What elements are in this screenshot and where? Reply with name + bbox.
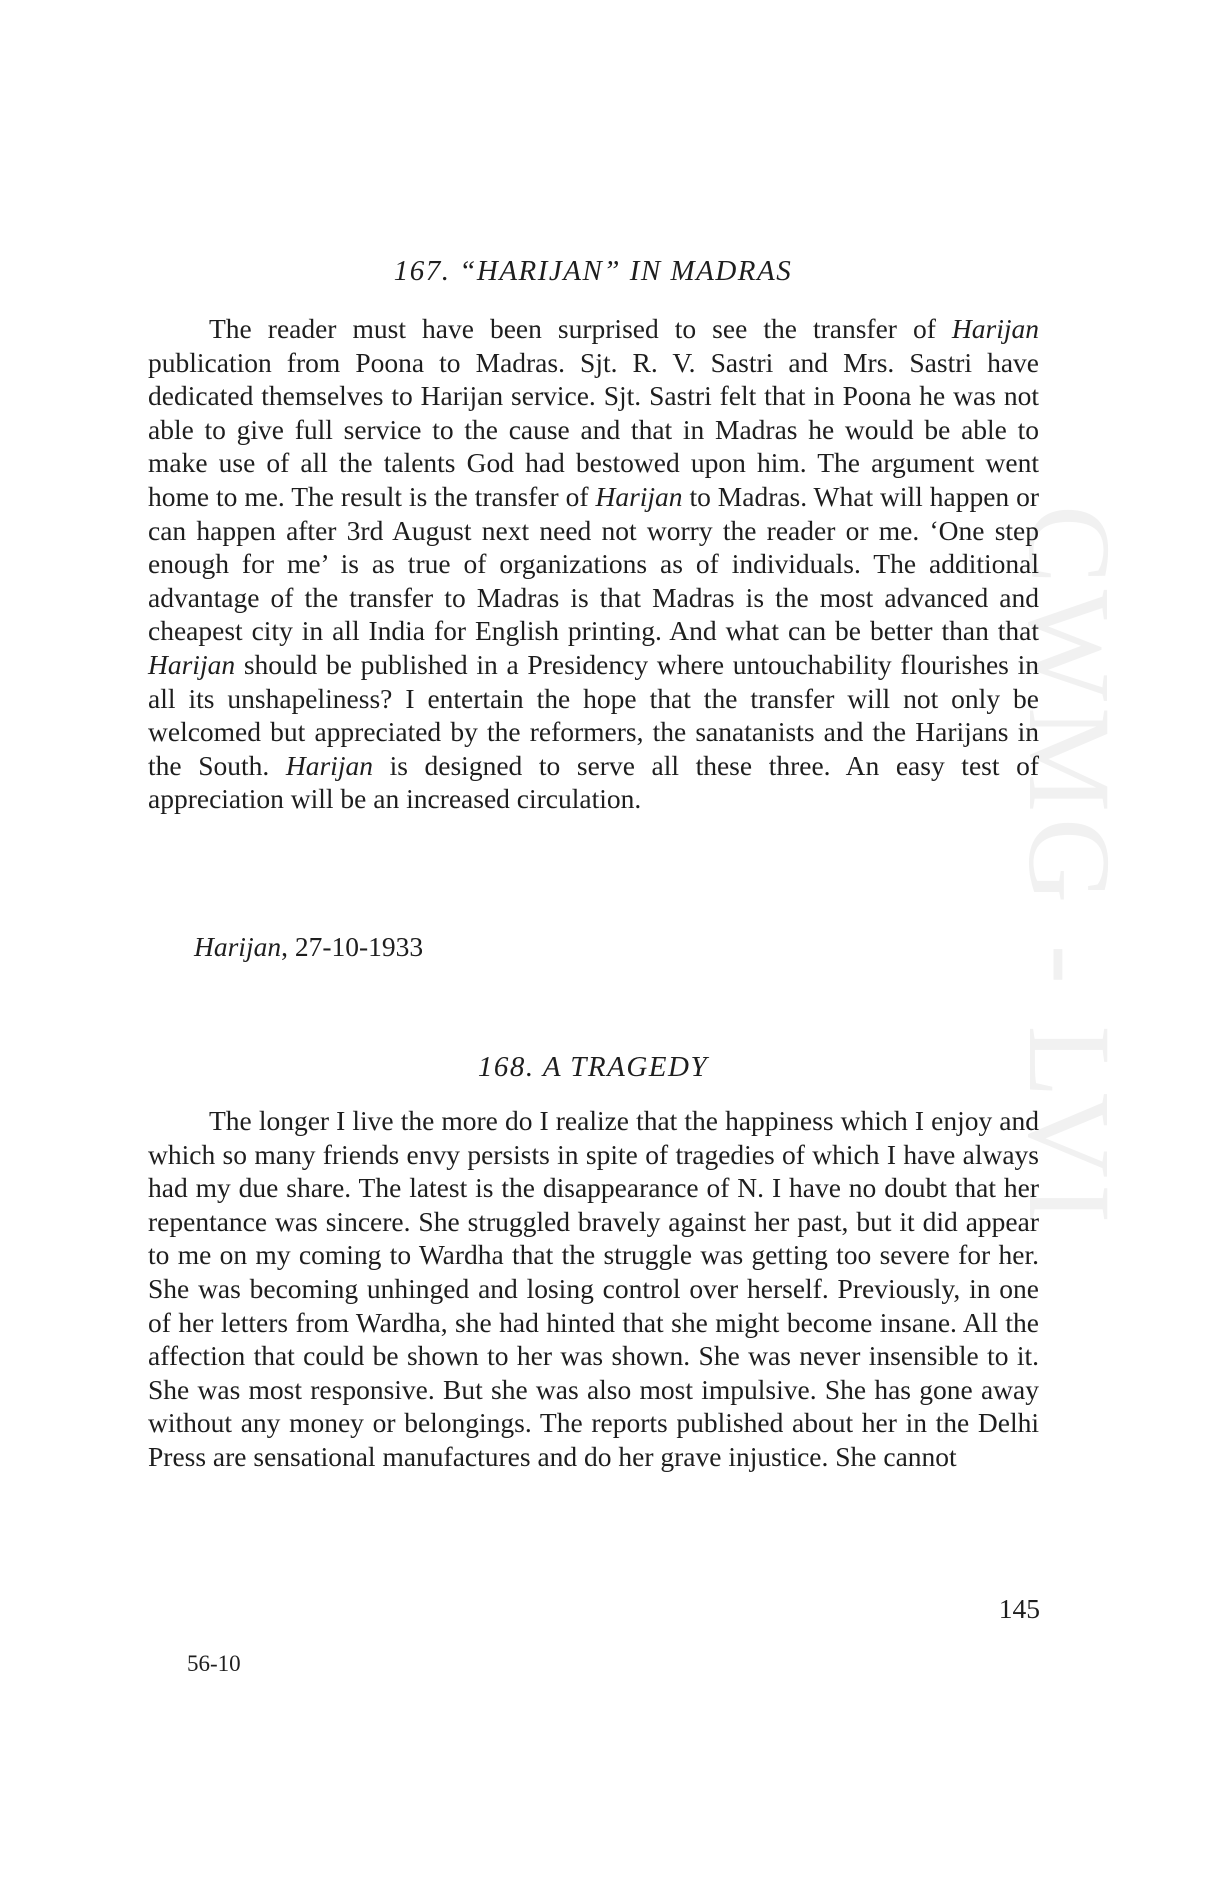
page-number: 145 bbox=[998, 1593, 1040, 1624]
watermark: CWMG - LVI bbox=[1004, 505, 1135, 1230]
article-body-168: The longer I live the more do I realize that the happiness which I enjoy and which so many friends envy persists in spite of tragedies of which I have always had my due share. The latest is the disappearance of N. I have no doubt that her repentance was sincere. She struggled bravely against her past, but it did appear to me on my coming to Wardha that the struggle was getting too severe for her. She was becoming unhinged and losing control over herself. Previously, in one of her letters from Wardha, she had hinted that she might become insane. All the affection that could be shown to her was shown. She was never insensible to it. She was most responsive. But she was also most impulsive. She has gone away without any money or belongings. The reports published about her in the Delhi Press are sensational manufactures and do her grave injustice. She cannot bbox=[148, 1105, 1039, 1472]
italic-title: Harijan bbox=[595, 480, 683, 512]
article-heading-168: 168. A TRAGEDY bbox=[477, 1051, 709, 1083]
article-body-167: The reader must have been surprised to see the transfer of Harijan publication from Poona to Madras. Sjt. R. V. Sastri and Mrs. Sastri have dedicated themselves to Harijan service. Sjt. Sastri felt that in Poona he was not able to give full service to the cause and that in Madras he would be able to make use of all the talents God had bestowed upon him. The argument went home to me. The result is the transfer of Harijan to Madras. What will happen or can happen after 3rd August next need not worry the reader or me. ‘One step enough for me’ is as true of organizations as of individuals. The additional advantage of the transfer to Madras is that Madras is the most advanced and cheapest city in all India for English printing. And what can be better than that Harijan should be published in a Presidency where untouchability flourishes in all its unshapeliness? I entertain the hope that the transfer will not only be welcomed but appreciated by the reformers, the sanatanists and the Harijans in the South. Harijan is designed to serve all these three. An easy test of appreciation will be an increased circulation. bbox=[148, 313, 1040, 815]
italic-title: Harijan bbox=[285, 749, 373, 781]
source-citation bbox=[194, 930, 423, 964]
article-heading-167: 167. “HARIJAN” IN MADRAS bbox=[393, 255, 793, 287]
source-date: , 27-10-1933 bbox=[281, 931, 424, 962]
signature-mark: 56-10 bbox=[187, 1651, 241, 1676]
italic-title: Harijan bbox=[148, 648, 236, 680]
italic-title: Harijan bbox=[951, 313, 1039, 344]
source-title: Harijan bbox=[194, 931, 282, 962]
